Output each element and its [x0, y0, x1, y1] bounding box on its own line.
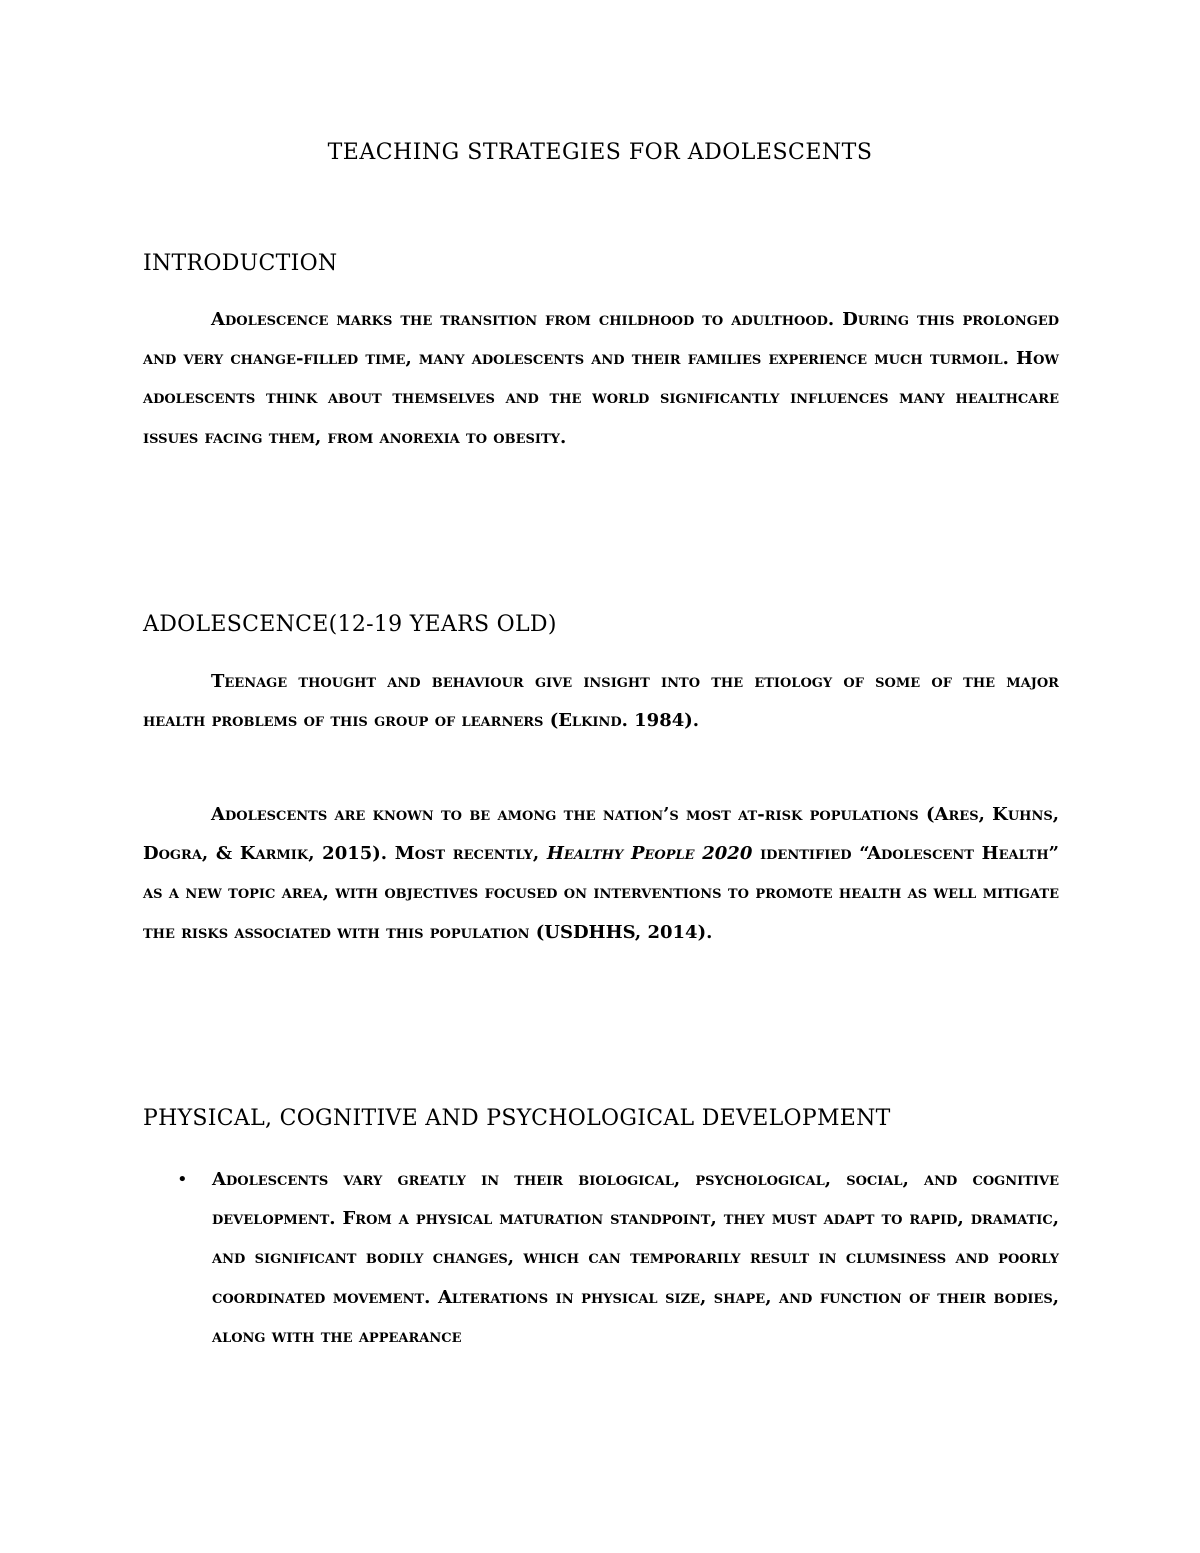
- bullet-text: Adolescents vary greatly in their biological, psychological, social, and cognitive development. From a physical maturation standpoint, they must adapt to rapid, dramatic, and significant bodily changes, which can temporarily result in clumsiness and poorly coordinated movement. Alterations in physical size, shape, and function of their bodies, along with the appearance: [212, 1169, 1059, 1347]
- section-heading-adolescence: ADOLESCENCE(12-19 YEARS OLD): [143, 612, 557, 637]
- paragraph-introduction: Adolescence marks the transition from childhood to adulthood. During this prolonged and very change-filled time, many adolescents and their families experience much turmoil. How adolescents think about themselves and the world significantly influences many healthcare issues facing them, from anorexia to obesity.: [143, 309, 1059, 448]
- development-bullet-list: [143, 1160, 1059, 1356]
- paragraph-text-before-italic: Adolescents are known to be among the nation’s most at-risk populations (Ares, Kuhns, Dogra, & Karmik, 2015). Most recently,: [143, 804, 1059, 865]
- paragraph-at-risk-populations: [143, 795, 1059, 952]
- document-title: TEACHING STRATEGIES FOR ADOLESCENTS: [327, 140, 873, 165]
- paragraph-teenage-thought: Teenage thought and behaviour give insight into the etiology of some of the major health problems of this group of learners (Elkind. 1984).: [143, 671, 1059, 732]
- list-item: [143, 1160, 1059, 1356]
- section-heading-introduction: INTRODUCTION: [143, 251, 338, 276]
- healthy-people-2020-citation: Healthy People 2020: [546, 843, 753, 865]
- paragraph-text-after-italic: identified “Adolescent Health” as a new topic area, with objectives focused on interventions to promote health as well mitigate the risks associated with this population (USDHHS, 2014).: [143, 843, 1059, 943]
- bullet-icon: •: [177, 1169, 188, 1190]
- section-heading-development: PHYSICAL, COGNITIVE AND PSYCHOLOGICAL DEVELOPMENT: [143, 1106, 891, 1131]
